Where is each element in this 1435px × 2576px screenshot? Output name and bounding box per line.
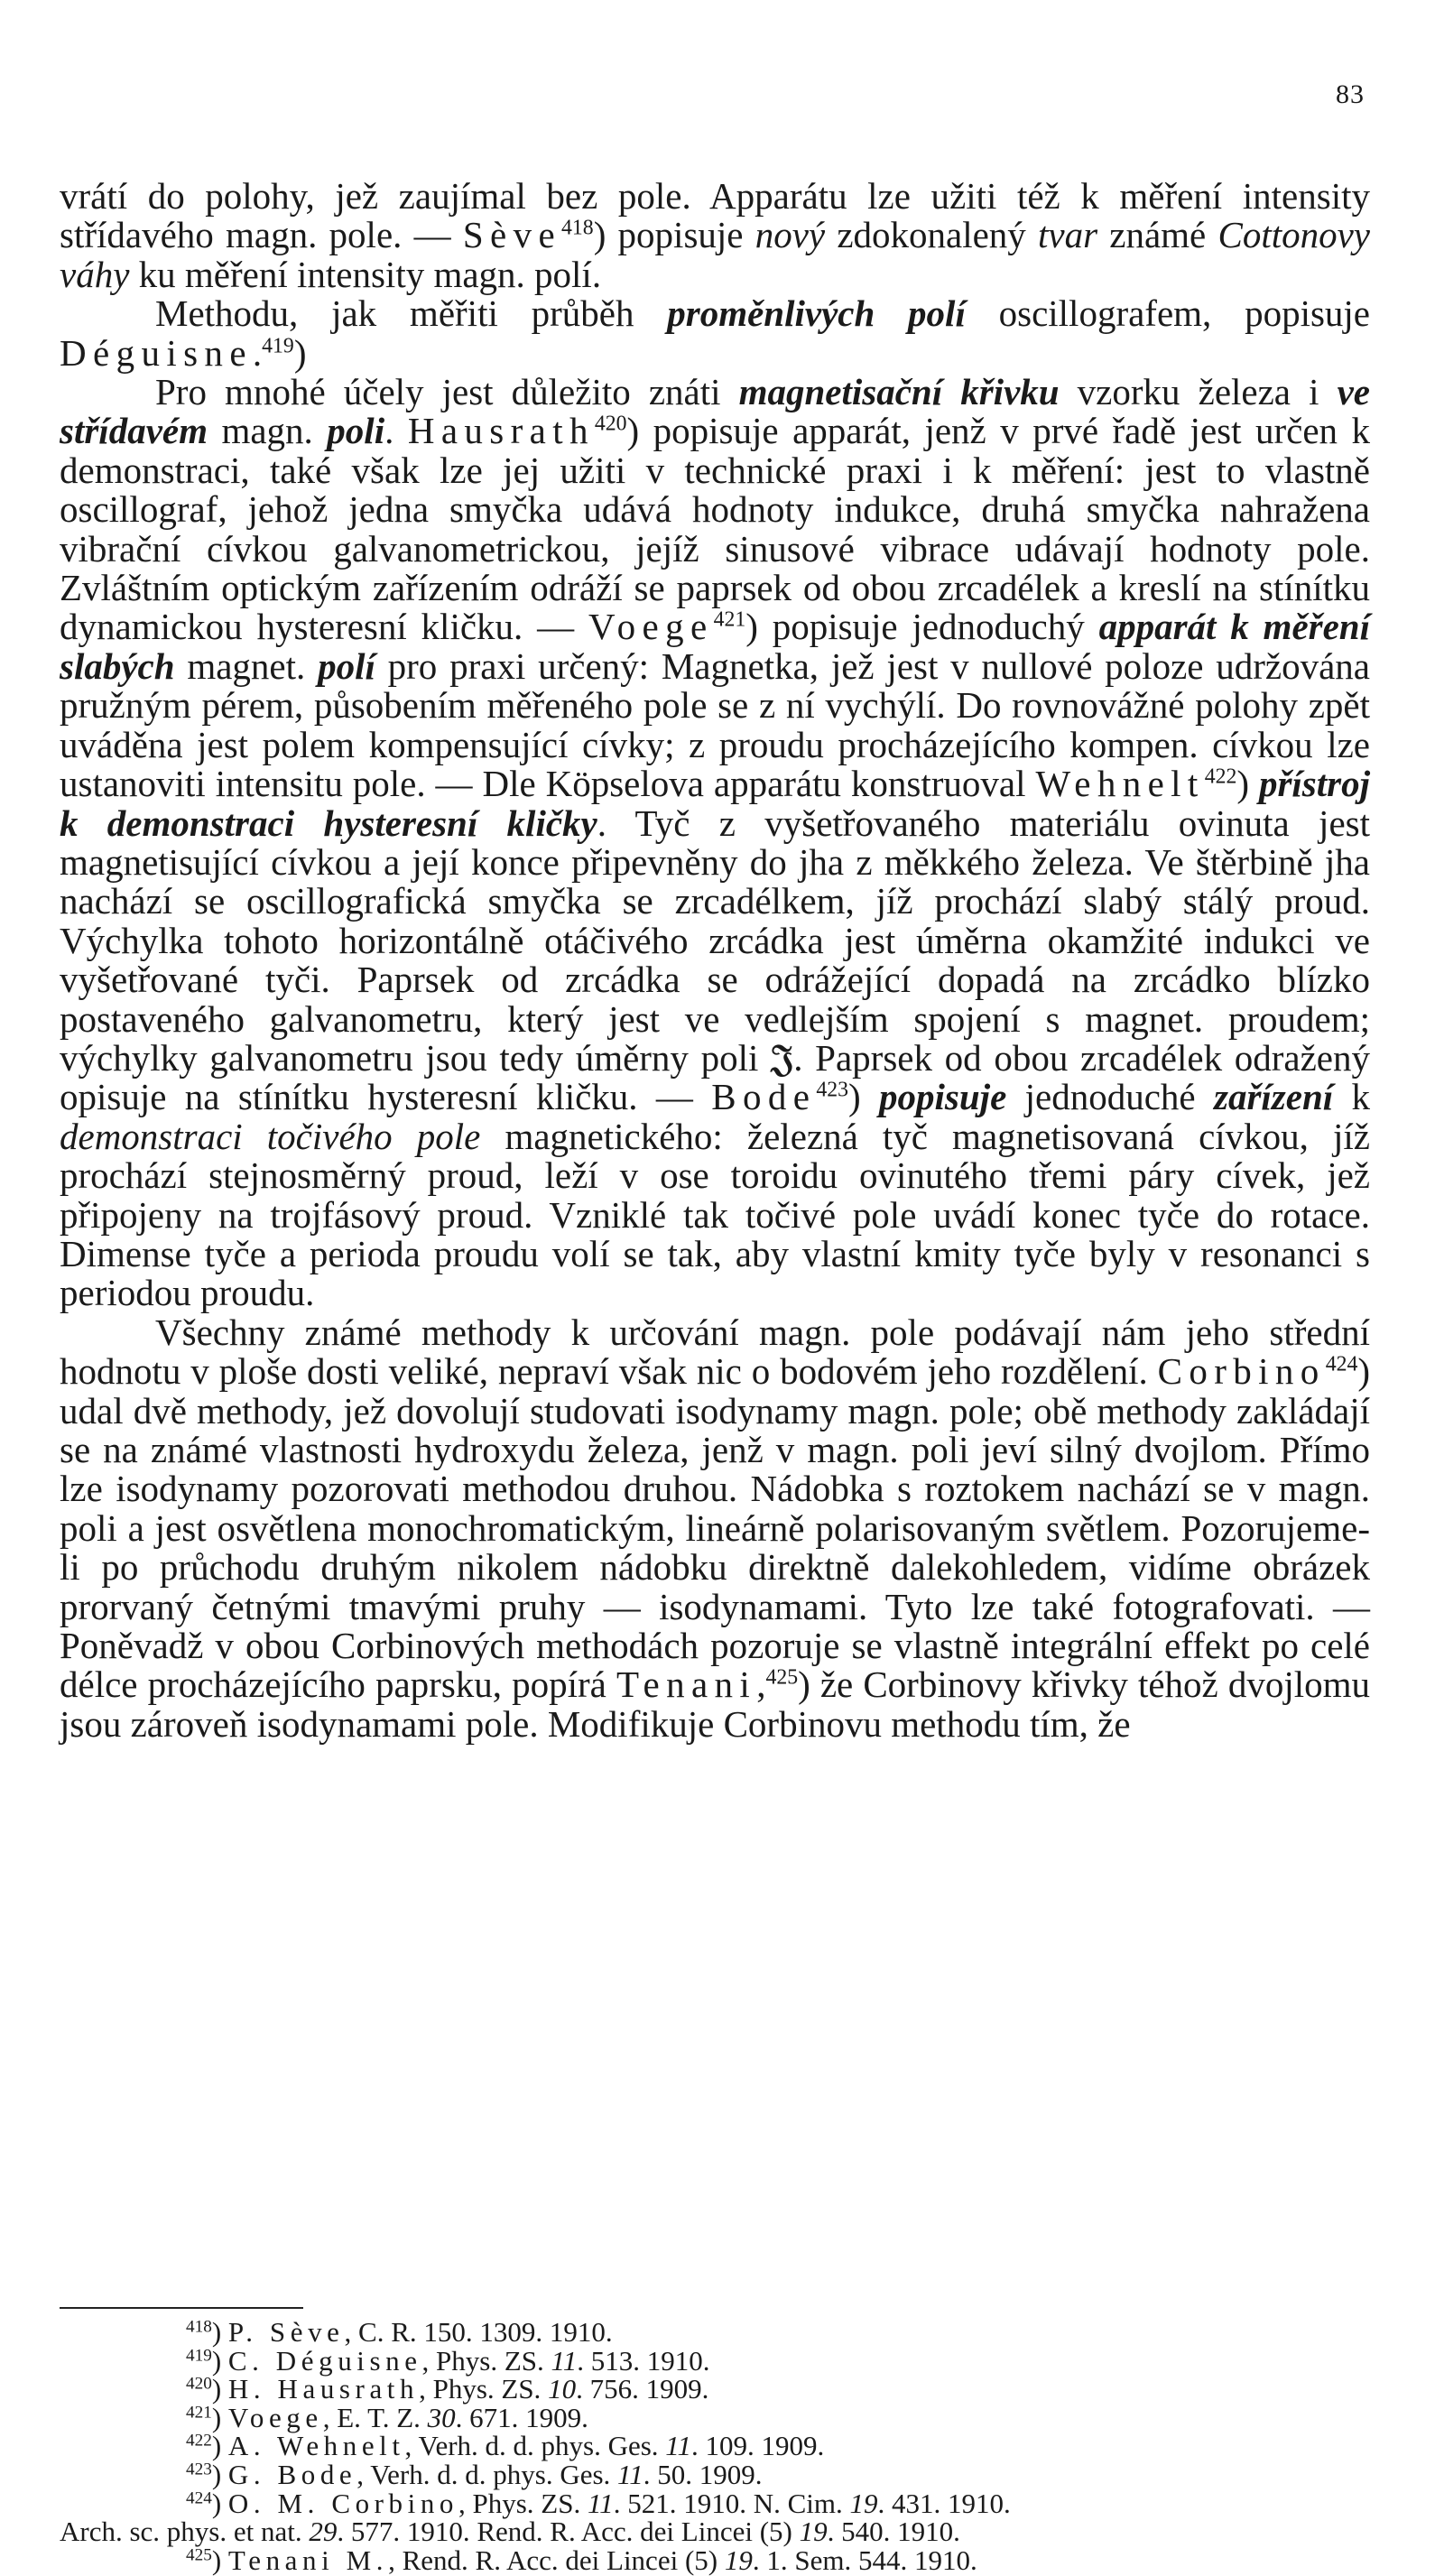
author-name: Voege — [588, 606, 714, 648]
footnote — [60, 2460, 1370, 2489]
text-run: ) — [293, 331, 307, 374]
footnote-mark: 419 — [186, 2346, 212, 2366]
footnote — [60, 2318, 1370, 2347]
author-name: C. Déguisne — [227, 2344, 422, 2377]
emphasis-text: nový — [755, 214, 826, 256]
footnote-mark-paren: ) — [211, 2316, 228, 2348]
footnote — [60, 2432, 1370, 2460]
footnote — [60, 2344, 1370, 2377]
footnote — [60, 2489, 1370, 2518]
text-run: . 577. 1910. Rend. R. Acc. dei Lincei (5) — [337, 2516, 800, 2548]
text-run: , — [756, 1663, 766, 1706]
emphasis-text: Cottonovy váhy — [60, 214, 1370, 295]
emphasis-text: polí — [318, 644, 375, 687]
text-run: . Tyč z vyšetřovaného materiálu ovinuta jest magnetisující cívkou a její konce připevněny do jha z měkkého železa. Ve štěrbině jha nachází se oscillografická smyčka se zrcadélkem, jíž prochází slabý stálý proud. Výchylka tohoto horizontálně otáčivého zrcádka jest úměrna okamžité indukci ve vyšetřované tyči. Paprsek od zrcádka se odrážející dopadá na zrcádko blízko postaveného galvanometru, který jest ve vedlejším spojení s magnet. proudem; výchylky galvanometru jsou tedy úměrny poli — [60, 802, 1370, 1079]
text-run: ) popisuje — [593, 214, 755, 256]
footnote-ref: 423 — [816, 1078, 849, 1102]
text-run: ) — [848, 1076, 880, 1118]
footnote-mark: 425 — [186, 2545, 212, 2565]
text-run: . 431. 1910. — [877, 2487, 1011, 2519]
footnote-ref: 421 — [713, 607, 746, 632]
text-run: . 540. 1910. — [827, 2516, 960, 2548]
emphasis-text: 19 — [799, 2516, 828, 2548]
symbol-text: 𝔍 — [771, 1036, 794, 1079]
text-run: . — [384, 410, 408, 452]
text-run: . 50. 1909. — [643, 2458, 763, 2490]
text-run: vzorku železa i — [1059, 371, 1338, 413]
emphasis-text: proměnlivých polí — [667, 292, 966, 335]
text-run: známé — [1097, 214, 1218, 256]
emphasis-text: 10 — [548, 2373, 577, 2405]
author-name: A. Wehnelt — [227, 2430, 405, 2462]
footnote-mark: 423 — [186, 2460, 212, 2479]
text-run: , E. T. Z. — [322, 2401, 428, 2433]
text-run: zdokonalený — [825, 214, 1039, 256]
footnote-ref: 418 — [561, 216, 594, 240]
text-run: . 513. 1910. — [577, 2344, 710, 2377]
text-run: vrátí do polohy, jež zaujímal bez pole. Apparátu lze užiti též k měření intensity střídavého magn. pole. — — [60, 175, 1370, 256]
text-run: magnetického: železná tyč magnetisovaná cívkou, jíž prochází stejnosměrný proud, leží v ose toroidu ovinutého třemi páry cívek, jež připojeny na trojfásový proud. Vzniklé tak točivé pole uvádí konec tyče do rotace. Dimense tyče a perioda proudu volí se tak, aby vlastní kmity tyče byly v resonanci s periodou proudu. — [60, 1115, 1370, 1314]
text-run: jednoduché — [1006, 1076, 1214, 1118]
author-name: Hausrath — [407, 410, 595, 452]
footnote-ref: 419 — [262, 333, 294, 357]
text-run: ) popisuje apparát, jenž v prvé řadě jest určen k demonstraci, také však lze jej užiti v technické praxi i k měření: jest to vlastně oscillograf, jehož jedna smyčka udává hodnoty indukce, druhá smyčka nahražena vibrační cívkou galvanometrickou, jejíž sinusové vibrace udávají hodnoty pole. Zvláštním optickým zařízením odráží se paprsek od obou zrcadélek a kreslí na stínítku dynamickou hysteresní kličku. — — [60, 410, 1371, 648]
footnote-ref: 420 — [594, 412, 627, 436]
emphasis-text: poli — [327, 410, 385, 452]
footnote-mark-paren: ) — [211, 2487, 228, 2519]
text-run: . 671. 1909. — [455, 2401, 588, 2433]
emphasis-text: 11 — [617, 2458, 643, 2490]
author-name: Tenani M. — [227, 2544, 389, 2576]
text-run: . Paprsek od obou zrcadélek odražený opisuje na stínítku hysteresní kličku. — — [60, 1036, 1371, 1118]
text-run: Arch. sc. phys. et nat. — [60, 2516, 310, 2548]
author-name: H. Hausrath — [227, 2373, 420, 2405]
emphasis-text: demonstraci točivého pole — [60, 1115, 481, 1157]
author-name: Wehnelt — [1035, 763, 1205, 805]
emphasis-text: 29 — [309, 2516, 338, 2548]
emphasis-text: popisuje — [879, 1076, 1007, 1118]
author-name: P. Sève — [227, 2316, 345, 2348]
text-run: . 109. 1909. — [691, 2430, 825, 2462]
text-run: ) udal dvě methody, jež dovolují studovati isodynamy magn. pole; obě methody zakládají se na známé vlastnosti hydroxydu železa, jenž v magn. poli jeví silný dvojlom. Přímo lze isodynamy pozorovati methodou druhou. Nádobka s roztokem nachází se v magn. poli a jest osvětlena monochromatickým, lineárně polarisovaným světlem. Pozorujeme-li po průchodu druhým nikolem nádobku direktně dalekohledem, vidíme obrázek prorvaný četnými tmavými pruhy — isodynamami. Tyto lze také fotografovati. — Poněvadž v obou Corbinových methodách pozoruje se vlastně integrální effekt po celé délce procházejícího paprsku, popírá — [60, 1350, 1370, 1706]
text-run: . 521. 1910. N. Cim. — [613, 2487, 850, 2519]
emphasis-text: tvar — [1038, 214, 1098, 256]
author-name: Voege — [227, 2401, 323, 2433]
footnote-mark-paren: ) — [211, 2401, 228, 2433]
text-run: , C. R. 150. 1309. 1910. — [344, 2316, 613, 2348]
footnote — [60, 2546, 1370, 2575]
emphasis-text: ve střídavém — [60, 371, 1370, 452]
text-run: Všechny známé methody k určování magn. pole podávají nám jeho střední hodnotu v ploše dosti veliké, nepraví však nic o bodovém jeho rozdělení. — [60, 1311, 1370, 1393]
text-run: pro praxi určený: Magnetka, jež jest v nullové poloze udržována pružným pérem, působením měřeného pole se z ní vychýlí. Do rovnovážné polohy zpět uváděna jest polem kompensující cívky; z proudu procházejícího kompen. cívkou lze ustanoviti intensitu pole. — Dle Köpselova apparátu konstruoval — [60, 644, 1370, 805]
footnote — [60, 2375, 1370, 2404]
text-run: , Verh. d. d. phys. Ges. — [404, 2430, 666, 2462]
text-run: . 756. 1909. — [576, 2373, 709, 2405]
text-run: Methodu, jak měřiti průběh — [155, 292, 668, 335]
author-name: Bode — [711, 1076, 817, 1118]
page-number: 83 — [1336, 79, 1365, 109]
text-run: , Phys. ZS. — [419, 2373, 549, 2405]
text-run: . — [252, 331, 263, 374]
footnote — [60, 2401, 1370, 2433]
emphasis-text: zařízení — [1213, 1076, 1334, 1118]
footnote-mark: 420 — [186, 2374, 212, 2394]
footnote-mark-paren: ) — [211, 2430, 228, 2462]
author-name: Tenani — [616, 1663, 757, 1706]
text-run: magnet. — [174, 644, 319, 687]
footnote-mark-paren: ) — [211, 2544, 228, 2576]
footnote-mark: 418 — [186, 2317, 212, 2337]
paragraph — [60, 373, 1370, 1313]
footnote-mark-paren: ) — [211, 2458, 228, 2490]
footnote-ref: 422 — [1204, 764, 1237, 789]
text-run: ku měření intensity magn. polí. — [129, 253, 602, 295]
text-run: Pro mnohé účely jest důležito znáti — [155, 371, 739, 413]
footnote-mark: 421 — [186, 2403, 212, 2423]
paragraph — [60, 1313, 1370, 1744]
emphasis-text: magnetisační křivku — [738, 371, 1060, 413]
text-run: ) že Corbinovy křivky téhož dvojlomu jsou zároveň isodynamami pole. Modifikuje Corbinovu methodu tím, že — [60, 1663, 1370, 1745]
text-run: ) popisuje jednoduchý — [745, 606, 1099, 648]
footnote-mark-paren: ) — [211, 2344, 228, 2377]
emphasis-text: přístroj k demonstraci hysteresní kličky — [60, 763, 1370, 844]
footnote-mark: 422 — [186, 2431, 212, 2451]
text-run: ) — [1236, 763, 1259, 805]
text-run: , Phys. ZS. — [458, 2487, 588, 2519]
author-name: Déguisne — [60, 331, 253, 374]
text-run: , Rend. R. Acc. dei Lincei (5) — [388, 2544, 725, 2576]
author-name: Sève — [462, 214, 562, 256]
text-run: k — [1333, 1076, 1370, 1118]
footnote-ref: 424 — [1325, 1352, 1358, 1376]
footnote — [60, 2517, 1370, 2546]
emphasis-text: 11 — [587, 2487, 614, 2519]
paragraph — [60, 177, 1370, 294]
emphasis-text: 19 — [724, 2544, 753, 2576]
emphasis-text: 11 — [551, 2344, 578, 2377]
footnote-ref: 425 — [765, 1665, 799, 1690]
text-run: oscillografem, popisuje — [965, 292, 1370, 335]
text-run: . 1. Sem. 544. 1910. — [752, 2544, 977, 2576]
text-run: , Verh. d. d. phys. Ges. — [356, 2458, 618, 2490]
author-name: G. Bode — [227, 2458, 357, 2490]
text-run: magn. — [207, 410, 328, 452]
footnote-divider — [60, 2307, 303, 2309]
footnote-mark: 424 — [186, 2488, 212, 2507]
emphasis-text: 11 — [665, 2430, 691, 2462]
main-text — [60, 177, 1370, 1744]
text-run: , Phys. ZS. — [421, 2344, 551, 2377]
author-name: O. M. Corbino — [227, 2487, 458, 2519]
footnotes — [60, 2318, 1370, 2574]
paragraph — [60, 294, 1370, 373]
emphasis-text: 30 — [427, 2401, 456, 2433]
emphasis-text: apparát k měření slabých — [60, 606, 1370, 687]
author-name: Corbino — [1157, 1350, 1326, 1393]
emphasis-text: 19 — [849, 2487, 878, 2519]
footnote-mark-paren: ) — [211, 2373, 228, 2405]
